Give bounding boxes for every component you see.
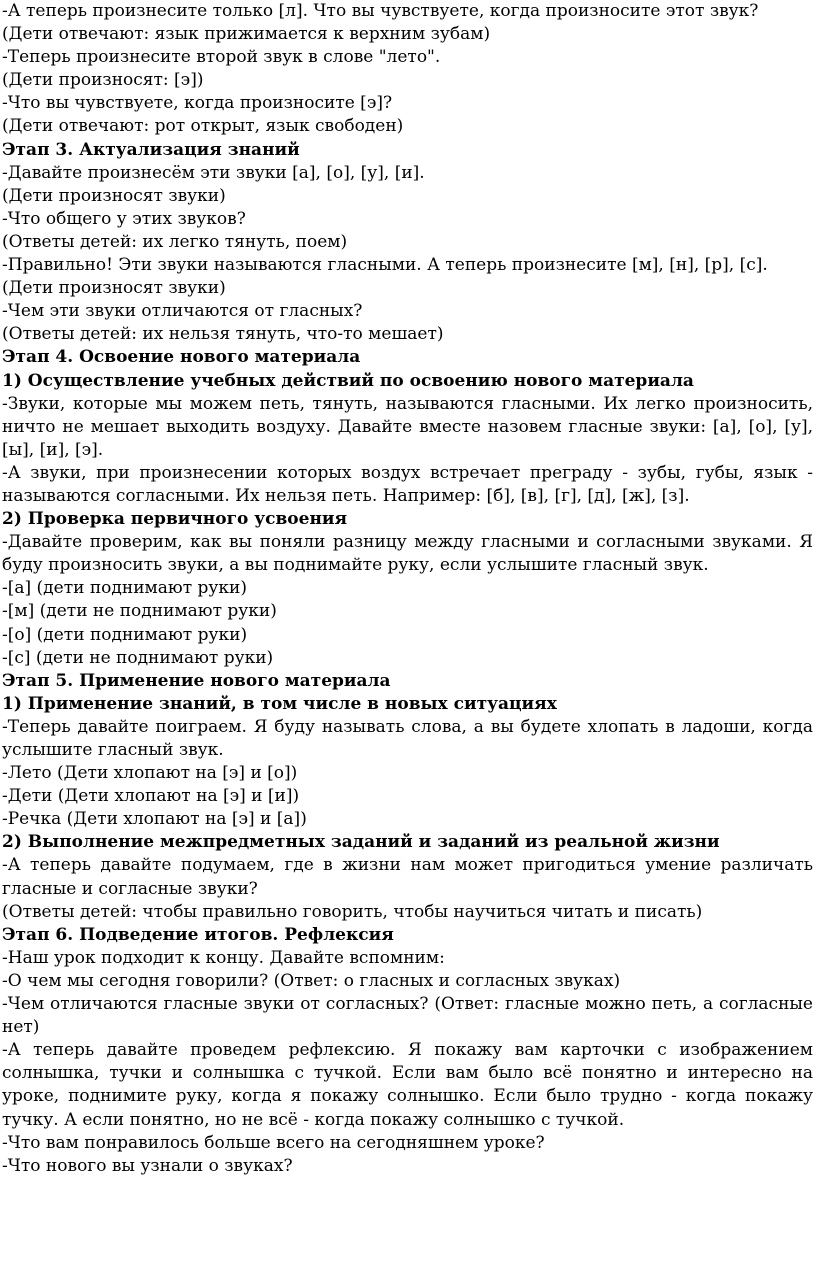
paragraph: -Что вам понравилось больше всего на сегодняшнем уроке?	[2, 1132, 545, 1153]
paragraph: -Речка (Дети хлопают на [э] и [а])	[2, 809, 307, 830]
paragraph: -Дети (Дети хлопают на [э] и [и])	[2, 786, 300, 807]
paragraph: -Звуки, которые мы можем петь, тянуть, называются гласными. Их легко произносить, ничто не мешает выходить воздуху. Давайте вместе назовем гласные звуки: [а], [о], [у], [ы], [и], [э].	[2, 393, 813, 460]
paragraph: -Что нового вы узнали о звуках?	[2, 1155, 293, 1176]
section-heading: 1) Применение знаний, в том числе в новых ситуациях	[2, 693, 557, 714]
section-heading: 2) Выполнение межпредметных заданий и заданий из реальной жизни	[2, 832, 720, 853]
section-heading: Этап 4. Освоение нового материала	[2, 347, 361, 368]
paragraph: -Давайте проверим, как вы поняли разницу между гласными и согласными звуками. Я буду произносить звуки, а вы поднимайте руку, если услышите гласный звук.	[2, 532, 813, 576]
paragraph: -[а] (дети поднимают руки)	[2, 578, 247, 599]
paragraph: -Давайте произнесём эти звуки [а], [о], [у], [и].	[2, 162, 425, 183]
paragraph: (Ответы детей: их нельзя тянуть, что-то мешает)	[2, 324, 444, 345]
paragraph: -[с] (дети не поднимают руки)	[2, 647, 274, 668]
paragraph: (Дети произносят звуки)	[2, 185, 226, 206]
paragraph: -А звуки, при произнесении которых воздух встречает преграду - зубы, губы, язык - называются согласными. Их нельзя петь. Например: [б], [в], [г], [д], [ж], [з].	[2, 462, 813, 506]
section-heading: Этап 3. Актуализация знаний	[2, 139, 300, 160]
paragraph: -О чем мы сегодня говорили? (Ответ: о гласных и согласных звуках)	[2, 970, 621, 991]
paragraph: -Наш урок подходит к концу. Давайте вспомним:	[2, 947, 445, 968]
paragraph: (Ответы детей: чтобы правильно говорить, чтобы научиться читать и писать)	[2, 901, 703, 922]
paragraph: -Чем эти звуки отличаются от гласных?	[2, 301, 363, 322]
section-heading: 1) Осуществление учебных действий по освоению нового материала	[2, 370, 694, 391]
section-heading: 2) Проверка первичного усвоения	[2, 509, 348, 530]
paragraph: -Теперь давайте поиграем. Я буду называть слова, а вы будете хлопать в ладоши, когда услышите гласный звук.	[2, 716, 813, 760]
paragraph: -А теперь давайте проведем рефлексию. Я покажу вам карточки с изображением солнышка, тучки и солнышка с тучкой. Если вам было всё понятно и интересно на уроке, поднимите руку, когда я покажу солнышко. Если было трудно - когда покажу тучку. А если понятно, но не всё - когда покажу солнышко с тучкой.	[2, 1040, 813, 1130]
paragraph: -Теперь произнесите второй звук в слове "лето".	[2, 47, 441, 68]
paragraph: -[о] (дети поднимают руки)	[2, 624, 248, 645]
paragraph: (Ответы детей: их легко тянуть, поем)	[2, 231, 348, 252]
section-heading: Этап 5. Применение нового материала	[2, 670, 391, 691]
paragraph: (Дети произносят звуки)	[2, 278, 226, 299]
paragraph: -Что общего у этих звуков?	[2, 208, 246, 229]
paragraph: (Дети произносят: [э])	[2, 70, 204, 91]
paragraph: -Лето (Дети хлопают на [э] и [о])	[2, 763, 298, 784]
section-heading: Этап 6. Подведение итогов. Рефлексия	[2, 924, 394, 945]
paragraph: (Дети отвечают: рот открыт, язык свободен)	[2, 116, 404, 137]
paragraph: -Чем отличаются гласные звуки от согласных? (Ответ: гласные можно петь, а согласные нет)	[2, 994, 813, 1038]
paragraph: -[м] (дети не поднимают руки)	[2, 601, 277, 622]
paragraph: -А теперь давайте подумаем, где в жизни нам может пригодиться умение различать гласные и согласные звуки?	[2, 855, 813, 899]
paragraph: -Правильно! Эти звуки называются гласными. А теперь произнесите [м], [н], [р], [с].	[2, 255, 768, 276]
paragraph: -А теперь произнесите только [л]. Что вы чувствуете, когда произносите этот звук?	[2, 1, 759, 21]
paragraph: -Что вы чувствуете, когда произносите [э]?	[2, 93, 393, 114]
paragraph: (Дети отвечают: язык прижимается к верхним зубам)	[2, 24, 491, 45]
